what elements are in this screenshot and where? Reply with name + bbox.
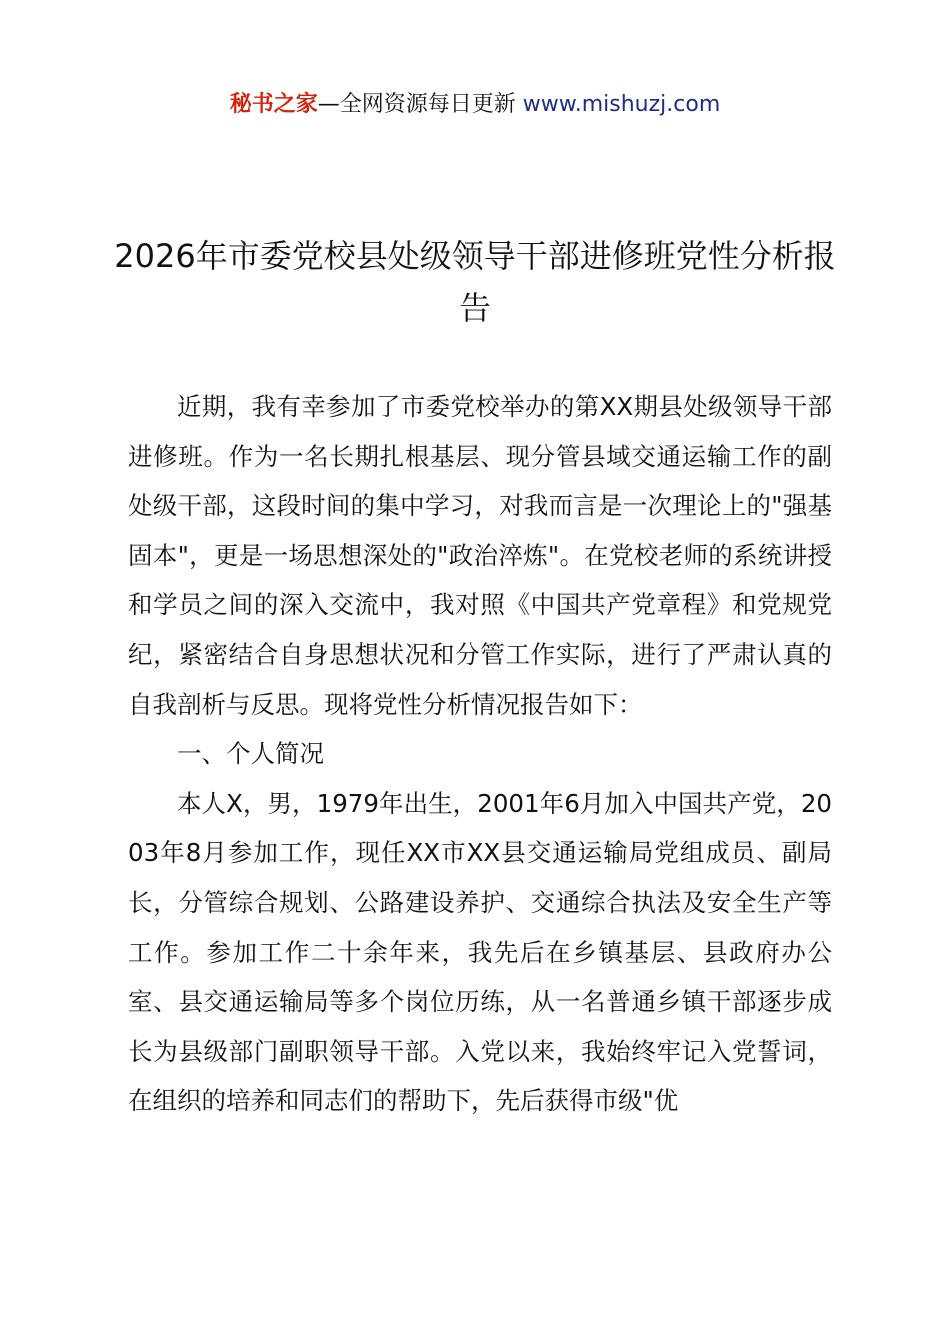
intro-paragraph: 近期，我有幸参加了市委党校举办的第XX期县处级领导干部进修班。作为一名长期扎根基层、现分管县域交通运输工作的副处级干部，这段时间的集中学习，对我而言是一次理论上的"强基固本"，更是一场思想深处的"政治淬炼"。在党校老师的系统讲授和学员之间的深入交流中，我对照《中国共产党章程》和党规党纪，紧密结合自身思想状况和分管工作实际，进行了严肃认真的自我剖析与反思。现将党性分析情况报告如下： (128, 392, 832, 719)
site-header (0, 88, 950, 122)
section-heading: 一、个人简况 (177, 739, 324, 769)
document-title: 2026年市委党校县处级领导干部进修班党性分析报告 (114, 237, 836, 327)
site-url-link[interactable]: www.mishuzj.com (522, 92, 721, 117)
brand-name: 秘书之家 (229, 92, 318, 117)
document-body (128, 382, 832, 1126)
profile-paragraph: 本人X，男，1979年出生，2001年6月加入中国共产党，2003年8月参加工作，现任XX市XX县交通运输局党组成员、副局长，分管综合规划、公路建设养护、交通综合执法及安全生产等工作。参加工作二十余年来，我先后在乡镇基层、县政府办公室、县交通运输局等多个岗位历练，从一名普通乡镇干部逐步成长为县级部门副职领导干部。入党以来，我始终牢记入党誓词，在组织的培养和同志们的帮助下，先后获得市级"优 (128, 788, 832, 1116)
site-slogan: —全网资源每日更新 (317, 92, 516, 117)
